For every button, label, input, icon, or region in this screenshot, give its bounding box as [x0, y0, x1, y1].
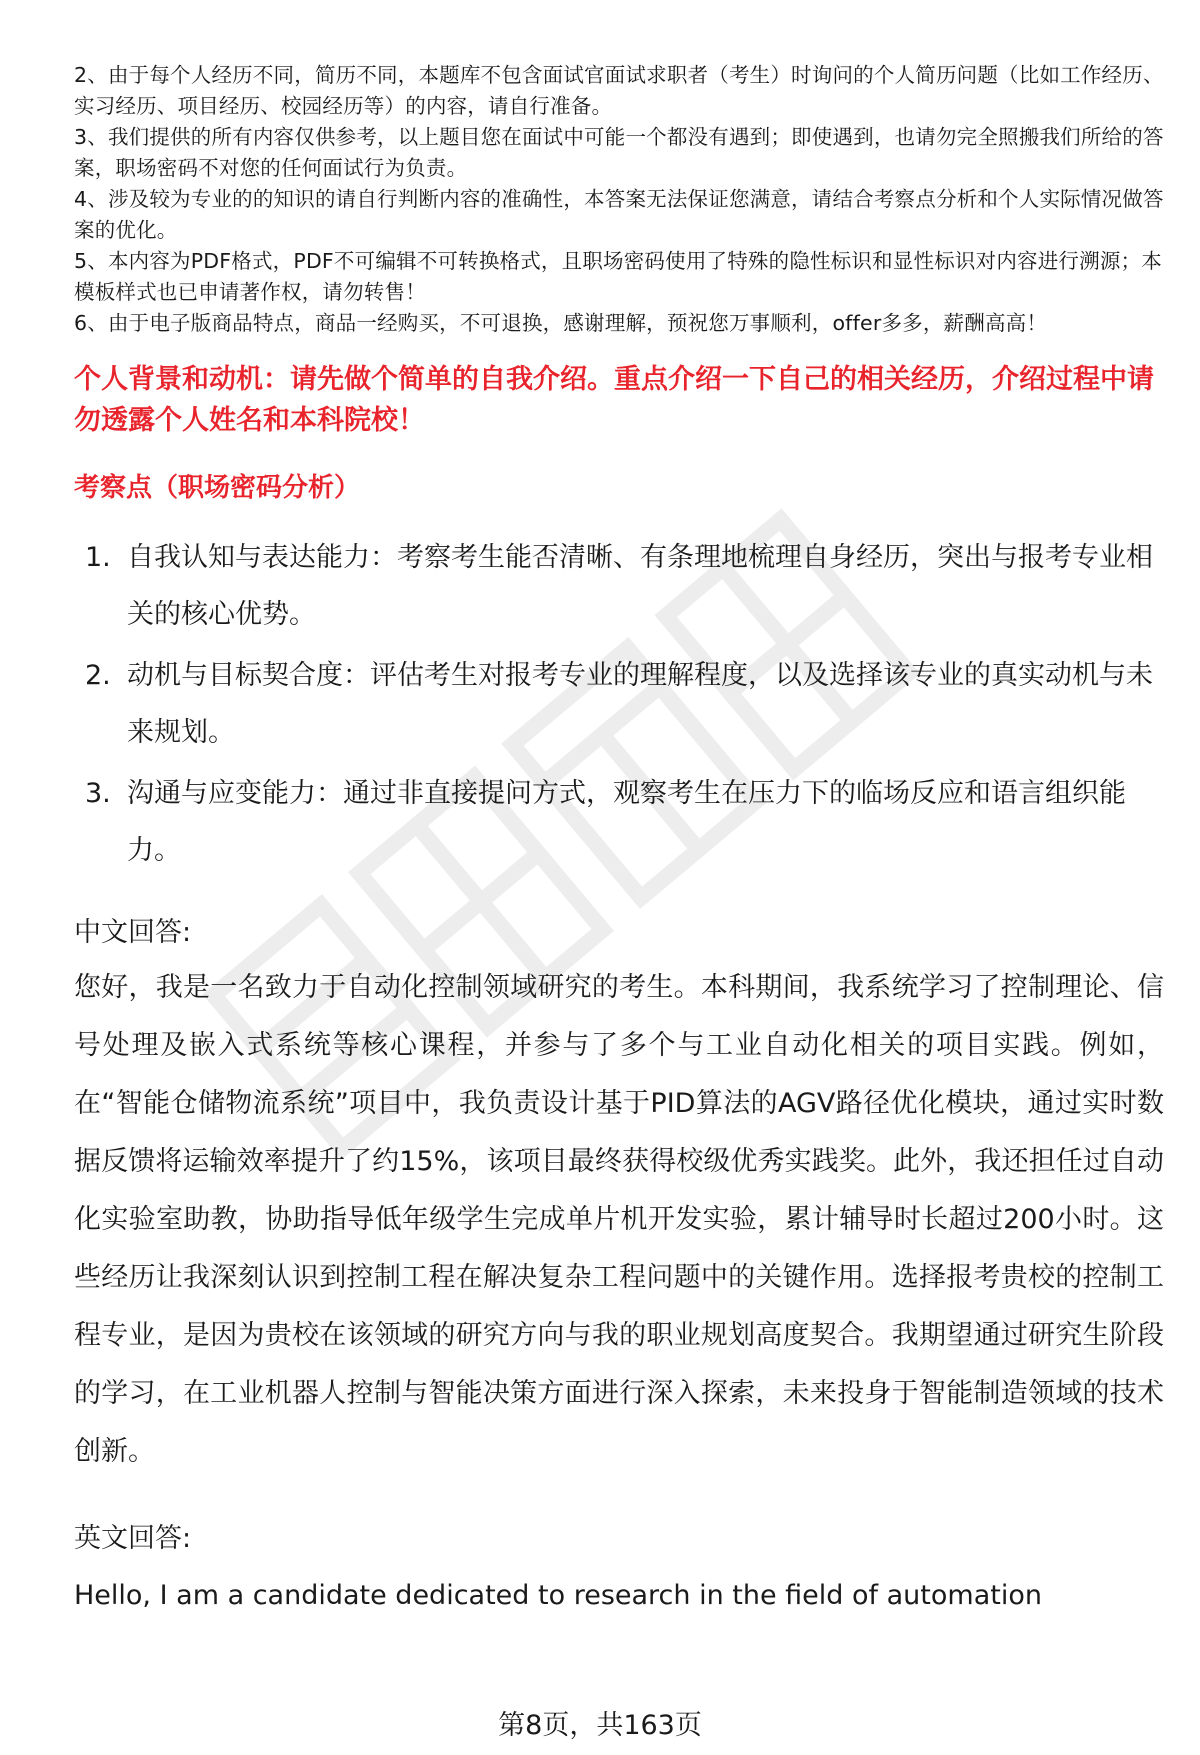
english-answer-label: 英文回答: [74, 1523, 192, 1554]
analysis-points [74, 529, 1164, 879]
note-item: 3、我们提供的所有内容仅供参考，以上题目您在面试中可能一个都没有遇到；即使遇到，也请勿完全照搬我们所给的答案，职场密码不对您的任何面试行为负责。 [74, 125, 1164, 180]
note-item: 5、本内容为PDF格式，PDF不可编辑不可转换格式，且职场密码使用了特殊的隐性标识和显性标识对内容进行溯源；本模板样式也已申请著作权，请勿转售！ [74, 249, 1162, 304]
analysis-point [74, 529, 1164, 643]
analysis-point [74, 765, 1164, 879]
chinese-answer-label: 中文回答: [74, 917, 192, 948]
note-item: 6、由于电子版商品特点，商品一经购买，不可退换，感谢理解，预祝您万事顺利，offer多多，薪酬高高！ [74, 311, 1048, 335]
analysis-title: 考察点（职场密码分析） [74, 473, 361, 503]
note-item: 2、由于每个人经历不同，简历不同，本题库不包含面试官面试求职者（考生）时询问的个人简历问题（比如工作经历、实习经历、项目经历、校园经历等）的内容，请自行准备。 [74, 63, 1164, 118]
question-heading: 个人背景和动机：请先做个简单的自我介绍。重点介绍一下自己的相关经历，介绍过程中请勿透露个人姓名和本科院校！ [74, 364, 1154, 436]
point-text: 自我认知与表达能力：考察考生能否清晰、有条理地梳理自身经历，突出与报考专业相关的核心优势。 [127, 542, 1153, 630]
point-number: 1. [85, 542, 111, 573]
chinese-answer-text: 您好，我是一名致力于自动化控制领域研究的考生。本科期间，我系统学习了控制理论、信号处理及嵌入式系统等核心课程，并参与了多个与工业自动化相关的项目实践。例如，在“智能仓储物流系统”项目中，我负责设计基于PID算法的AGV路径优化模块，通过实时数据反馈将运输效率提升了约15%，该项目最终获得校级优秀实践奖。此外，我还担任过自动化实验室助教，协助指导低年级学生完成单片机开发实验，累计辅导时长超过200小时。这些经历让我深刻认识到控制工程在解决复杂工程问题中的关键作用。选择报考贵校的控制工程专业，是因为贵校在该领域的研究方向与我的职业规划高度契合。我期望通过研究生阶段的学习，在工业机器人控制与智能决策方面进行深入探索，未来投身于智能制造领域的技术创新。 [74, 972, 1164, 1467]
point-text: 沟通与应变能力：通过非直接提问方式，观察考生在压力下的临场反应和语言组织能力。 [127, 778, 1126, 866]
notes-list [74, 60, 1164, 339]
point-number: 2. [85, 660, 111, 691]
analysis-point [74, 647, 1164, 761]
page-content [74, 60, 1164, 1625]
note-item: 4、涉及较为专业的的知识的请自行判断内容的准确性，本答案无法保证您满意，请结合考察点分析和个人实际情况做答案的优化。 [74, 187, 1164, 242]
english-answer-text: Hello, I am a candidate dedicated to research in the field of automation [74, 1580, 1042, 1611]
point-text: 动机与目标契合度：评估考生对报考专业的理解程度，以及选择该专业的真实动机与未来规划。 [127, 660, 1153, 748]
point-number: 3. [85, 778, 111, 809]
page-number-footer: 第8页，共163页 [498, 1710, 702, 1741]
